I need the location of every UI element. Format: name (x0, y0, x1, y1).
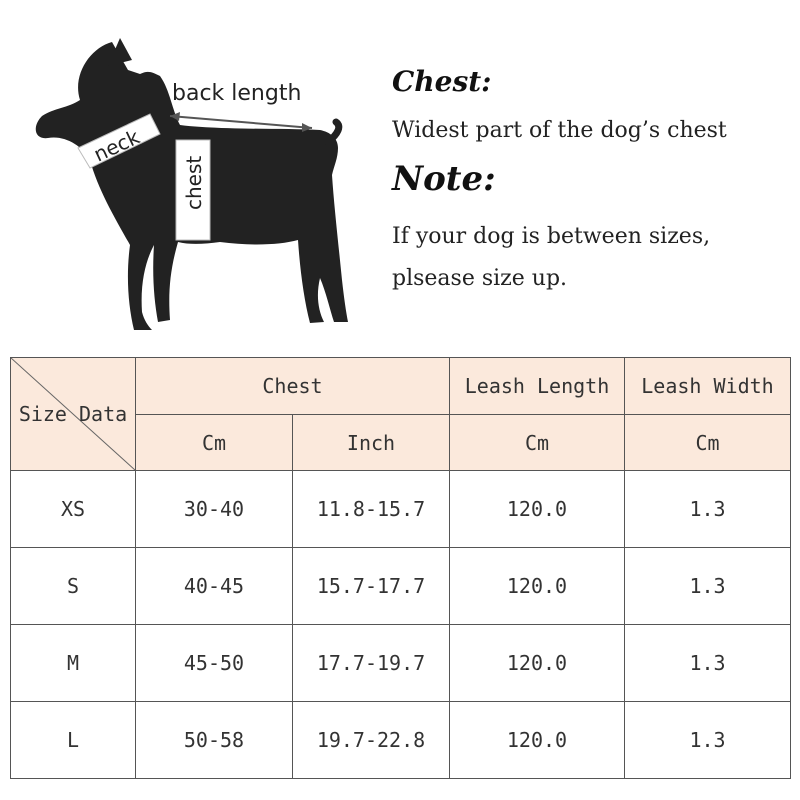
leash-length-cell: 120.0 (450, 548, 625, 625)
leash-width-cell: 1.3 (625, 548, 791, 625)
chest-column-header: Chest (136, 358, 450, 415)
table-row (11, 548, 791, 625)
note-line-2: plsease size up. (392, 266, 568, 291)
chest-inch-cell: 11.8-15.7 (293, 471, 450, 548)
chest-cm-cell: 50-58 (136, 702, 293, 779)
unit-header: Inch (293, 415, 450, 471)
corner-label: Size Data (18, 402, 128, 426)
size-cell: L (11, 702, 136, 779)
chest-cm-cell: 45-50 (136, 625, 293, 702)
unit-header: Cm (136, 415, 293, 471)
corner-header (11, 358, 136, 471)
leash-width-cell: 1.3 (625, 702, 791, 779)
chest-heading: Chest: (392, 65, 492, 98)
table-row (11, 702, 791, 779)
leash-width-column-header: Leash Width (625, 358, 791, 415)
leash-length-column-header: Leash Length (450, 358, 625, 415)
dog-measurement-figure (20, 30, 360, 350)
leash-length-cell: 120.0 (450, 702, 625, 779)
size-cell: XS (11, 471, 136, 548)
unit-header: Cm (625, 415, 791, 471)
chest-description: Widest part of the dog’s chest (392, 118, 727, 143)
leash-width-cell: 1.3 (625, 471, 791, 548)
unit-header: Cm (450, 415, 625, 471)
table-row (11, 471, 791, 548)
leash-width-cell: 1.3 (625, 625, 791, 702)
chest-inch-cell: 17.7-19.7 (293, 625, 450, 702)
chest-inch-cell: 19.7-22.8 (293, 702, 450, 779)
neck-label: neck (89, 124, 144, 167)
leash-length-cell: 120.0 (450, 625, 625, 702)
back-length-label: back length (172, 81, 302, 106)
size-chart-table (10, 357, 791, 779)
table-row (11, 625, 791, 702)
dog-silhouette-icon (20, 30, 360, 350)
chest-cm-cell: 30-40 (136, 471, 293, 548)
chest-label: chest (182, 155, 206, 210)
chest-cm-cell: 40-45 (136, 548, 293, 625)
size-cell: M (11, 625, 136, 702)
note-line-1: If your dog is between sizes, (392, 224, 711, 249)
size-cell: S (11, 548, 136, 625)
note-heading: Note: (392, 159, 496, 199)
leash-length-cell: 120.0 (450, 471, 625, 548)
chest-inch-cell: 15.7-17.7 (293, 548, 450, 625)
